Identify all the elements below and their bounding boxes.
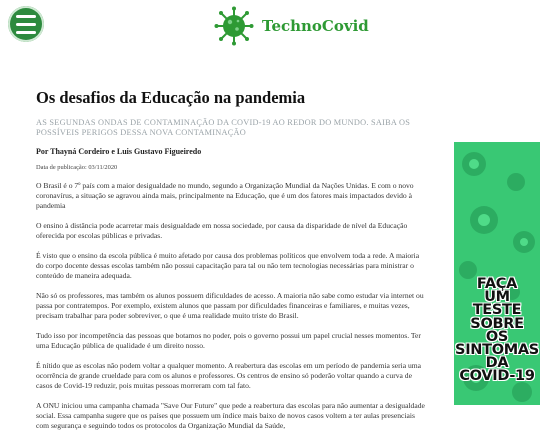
article-title: Os desafios da Educação na pandemia	[36, 88, 306, 107]
article-paragraph: É visto que o ensino da escola pública é muito afetado por causa dos problemas políticos que envolvem toda a rede. A maioria do corpo docente dessas escolas também não possui capacitação para tal ou não tem tecnologias necessárias para ministrar o conteúdo de maneira adequada.	[36, 251, 420, 280]
ad-headline	[454, 278, 540, 384]
article-author: Por Thayná Cordeiro e Luis Gustavo Figueiredo	[36, 147, 202, 156]
publication-date: Data de publicação: 03/11/2020	[36, 164, 118, 171]
menu-line	[16, 15, 36, 18]
article-subtitle: AS SEGUNDAS ONDAS DE CONTAMINAÇÃO DA COVID-19 AO REDOR DO MUNDO. SAIBA OS POSSÍVEIS PERIGOS DESSA NOVA CONTAMINAÇÃO	[36, 118, 411, 137]
ad-line: COVID-19	[459, 368, 535, 385]
article-paragraph: É nítido que as escolas não podem voltar a qualquer momento. A reabertura das escolas em um período de pandemia seria uma ocorrência de grande crueldade para com os alunos e professores. Os centros de ensino só poderão voltar quando a curva de casos de Covid-19 reduzir, pois muitas pessoas morreram com tal fato.	[36, 361, 422, 390]
article	[36, 88, 426, 431]
hamburger-menu-button[interactable]	[8, 6, 44, 42]
ad-line: SOBRE	[470, 315, 524, 332]
virus-icon	[212, 6, 256, 46]
ad-line: UM	[484, 289, 510, 306]
ad-line: FAÇA	[476, 276, 518, 292]
article-paragraph: Tudo isso por incompetência das pessoas que botamos no poder, pois o governo possui um papel crucial nesses momentos. Ter uma Educação pública de qualidade é um direito nosso.	[36, 331, 421, 350]
article-paragraph: A ONU iniciou uma campanha chamada "Save Our Future" que pede a reabertura das escolas para não aumentar a desigualdade social. Essa campanha sugere que os países que possuem um índice mais baixo de novos casos voltem a ter aulas presenciais com segurança e seguindo todos os protocolos da Organização Mundial da Saúde,	[36, 401, 425, 430]
article-paragraph: O Brasil é o 7º país com a maior desigualdade no mundo, segundo a Organização Mundial da Nações Unidas. E com o novo coronavírus, a situação se agravou ainda mais, principalmente na Educação, que é um dos fatores mais impactados devido à pandemia	[36, 181, 414, 210]
ad-line: SINTOMAS	[455, 342, 539, 359]
site-logo[interactable]	[212, 6, 369, 46]
site-header	[0, 0, 540, 54]
ad-line: TESTE	[472, 302, 522, 319]
article-paragraph: Não só os professores, mas também os alunos possuem dificuldades de acesso. A maioria não sabe como estudar via internet ou passa por contratempos. Por exemplo, existem alunos que passam por dificuldades financeiras e familiares, e muitas vezes, precisam trabalhar para poder sobreviver, o que é uma realidade muito triste do Brasil.	[36, 291, 424, 320]
covid-test-ad-banner[interactable]	[454, 142, 540, 405]
menu-line	[16, 23, 36, 26]
ad-line: OS	[485, 328, 509, 345]
ad-line: DA	[485, 355, 509, 372]
article-paragraph: O ensino à distância pode acarretar mais desigualdade em nossa sociedade, por causa da disparidade de nível da Educação oferecida por escolas públicas e privadas.	[36, 221, 408, 240]
menu-line	[16, 31, 36, 34]
brand-name: TechnoCovid	[262, 17, 369, 35]
